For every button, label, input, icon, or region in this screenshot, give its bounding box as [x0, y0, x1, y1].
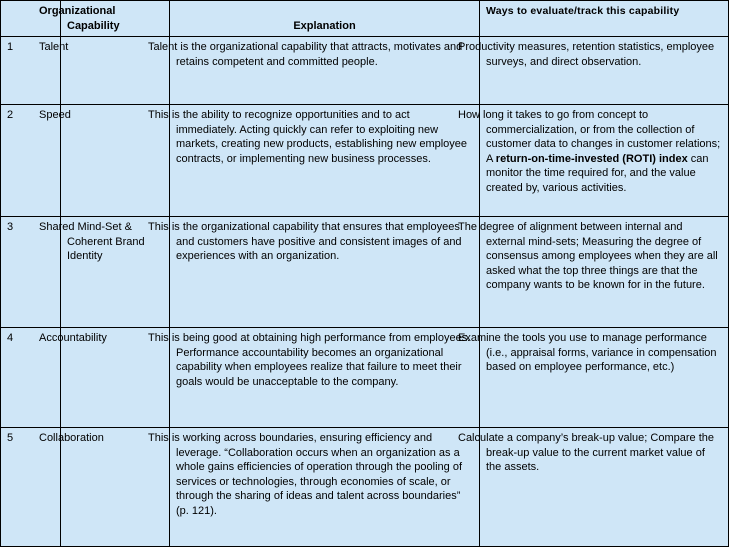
row-explanation: Talent is the organizational capability that attracts, motivates and retains competent and committed people. [170, 37, 480, 105]
table-row [1, 105, 729, 217]
header-explanation: Explanation [170, 1, 480, 37]
table-row [1, 217, 729, 328]
row-ways: Examine the tools you use to manage performance (i.e., appraisal forms, variance in compensation based on employee performance, etc.) [480, 328, 729, 428]
table-row [1, 328, 729, 428]
row-capability: Shared Mind-Set & Coherent Brand Identity [61, 217, 170, 328]
row-capability: Talent [61, 37, 170, 105]
row-number: 2 [1, 105, 61, 217]
ways-text-pre: How long it takes to go from concept to commercialization, or from the collection of customer data to changes in customer relations; A [458, 109, 721, 165]
row-ways [458, 105, 729, 217]
header-capability: Organizational Capability [61, 1, 170, 37]
row-explanation: This is the organizational capability that ensures that employees and customers have positive and consistent images of and experiences with an organization. [170, 217, 480, 328]
row-explanation: This is working across boundaries, ensuring efficiency and leverage. “Collaboration occurs when an organization as a whole gains efficiencies of operation through the pooling of services or technologies, through economies of scale, or through the sharing of ideas and talent across boundaries” (p. 121). [170, 428, 480, 547]
row-number: 5 [1, 428, 61, 547]
roti-index-term: return-on-time-invested (ROTI) index [495, 152, 688, 165]
row-number: 4 [1, 328, 61, 428]
table-row [1, 428, 729, 547]
row-capability: Speed [61, 105, 170, 217]
row-ways: Productivity measures, retention statistics, employee surveys, and direct observation. [480, 37, 729, 105]
header-ways: Ways to evaluate/track this capability [480, 1, 729, 37]
row-explanation: This is being good at obtaining high performance from employees. Performance accountability becomes an organizational capability when employees realize that failure to meet their goals would be unacceptable to the company. [170, 328, 480, 428]
row-ways: The degree of alignment between internal and external mind-sets; Measuring the degree of consensus among employees when they are all asked what the top three things are that the company wants to be known for in the future. [480, 217, 729, 328]
table-row [1, 37, 729, 105]
row-capability: Collaboration [61, 428, 170, 547]
row-explanation: This is the ability to recognize opportunities and to act immediately. Acting quickly can refer to exploiting new markets, creating new products, establishing new employee contracts, or implementing new business processes. [170, 105, 480, 217]
row-number: 1 [1, 37, 61, 105]
ways-text-post: can monitor the time required for, and the value created by, various activities. [486, 152, 709, 194]
row-number: 3 [1, 217, 61, 328]
row-ways: Calculate a company’s break-up value; Compare the break-up value to the current market value of the assets. [480, 428, 729, 547]
row-capability: Accountability [61, 328, 170, 428]
table-header-row [1, 1, 729, 37]
